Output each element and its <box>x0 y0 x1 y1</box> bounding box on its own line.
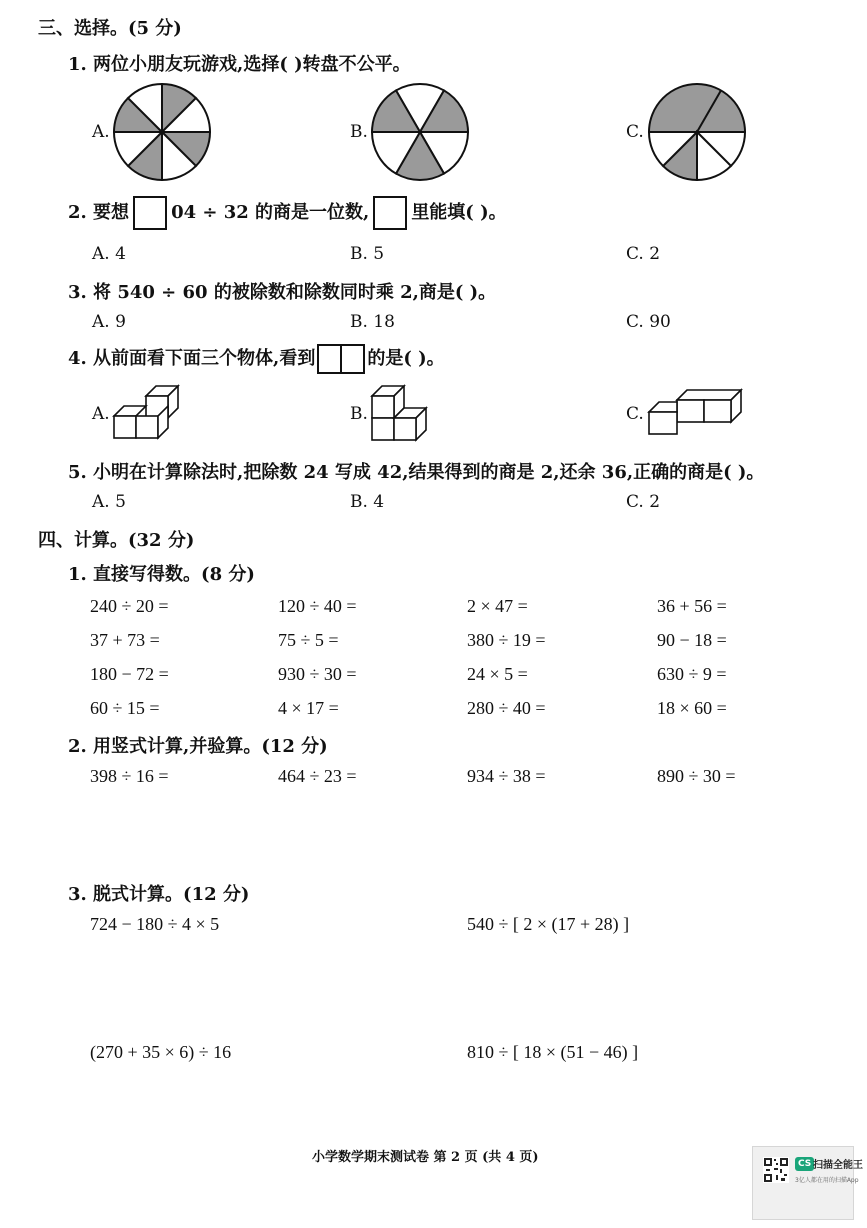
calc-2-item: 398 ÷ 16 = <box>90 766 169 786</box>
calc-2-title: 2. 用竖式计算,并验算。(12 分) <box>68 736 328 757</box>
calc-1-title: 1. 直接写得数。(8 分) <box>68 564 255 585</box>
calc-1-item: 60 ÷ 15 = <box>90 698 160 718</box>
question-3: 3. 将 540 ÷ 60 的被除数和除数同时乘 2,商是( )。 <box>68 282 497 303</box>
q3-option-a: A. 9 <box>92 312 126 332</box>
answer-box <box>373 196 407 230</box>
calc-1-item: 240 ÷ 20 = <box>90 596 169 616</box>
q2-middle: 04 ÷ 32 的商是一位数, <box>171 202 370 223</box>
spinner-b <box>370 82 470 182</box>
q2-option-a: A. 4 <box>92 244 126 264</box>
front-view-icon <box>317 344 365 374</box>
calc-1-item: 120 ÷ 40 = <box>278 596 357 616</box>
q3-option-c: C. 90 <box>626 312 671 332</box>
scanner-app-name: 扫描全能王 <box>813 1160 863 1171</box>
calc-1-item: 380 ÷ 19 = <box>467 630 546 650</box>
q4-suffix: 的是( )。 <box>367 348 445 369</box>
cube-figure-b <box>370 382 432 444</box>
calc-1-item: 18 × 60 = <box>657 698 727 718</box>
q5-option-c: C. 2 <box>626 492 661 512</box>
calc-3-item: (270 + 35 × 6) ÷ 16 <box>90 1042 232 1062</box>
question-1: 1. 两位小朋友玩游戏,选择( )转盘不公平。 <box>68 54 411 75</box>
calc-2-item: 890 ÷ 30 = <box>657 766 736 786</box>
cube-figure-a <box>112 384 184 442</box>
question-5: 5. 小明在计算除法时,把除数 24 写成 42,结果得到的商是 2,还余 36,正确的商是( )。 <box>68 462 765 483</box>
q1-option-c-label: C. <box>626 122 644 142</box>
calc-2-item: 934 ÷ 38 = <box>467 766 546 786</box>
calc-1-item: 280 ÷ 40 = <box>467 698 546 718</box>
q1-option-a-label: A. <box>92 122 110 142</box>
calc-2-item: 464 ÷ 23 = <box>278 766 357 786</box>
q1-option-b-label: B. <box>350 122 368 142</box>
q3-option-b: B. 18 <box>350 312 395 332</box>
q5-option-a: A. 5 <box>92 492 126 512</box>
q2-option-c: C. 2 <box>626 244 661 264</box>
spinner-c <box>647 82 747 182</box>
q4-option-b-label: B. <box>350 404 368 424</box>
q2-prefix: 2. 要想 <box>68 202 130 223</box>
q4-option-a-label: A. <box>92 404 110 424</box>
qr-code-icon <box>763 1157 789 1183</box>
question-2 <box>68 196 507 230</box>
calc-3-title: 3. 脱式计算。(12 分) <box>68 884 250 905</box>
calc-1-item: 930 ÷ 30 = <box>278 664 357 684</box>
calc-3-item: 810 ÷ [ 18 × (51 − 46) ] <box>467 1042 639 1062</box>
cs-logo-icon: CS <box>795 1157 814 1171</box>
calc-1-item: 24 × 5 = <box>467 664 528 684</box>
cube-figure-c <box>647 388 743 438</box>
calc-1-item: 37 + 73 = <box>90 630 160 650</box>
calc-1-item: 90 − 18 = <box>657 630 727 650</box>
calc-1-item: 630 ÷ 9 = <box>657 664 727 684</box>
scanner-tagline: 3亿人都在用的扫描App <box>795 1177 859 1184</box>
section-3-title: 三、选择。(5 分) <box>38 18 182 39</box>
answer-box <box>133 196 167 230</box>
calc-1-item: 4 × 17 = <box>278 698 339 718</box>
calc-3-item: 540 ÷ [ 2 × (17 + 28) ] <box>467 914 630 934</box>
q4-prefix: 4. 从前面看下面三个物体,看到 <box>68 348 316 369</box>
question-4 <box>68 344 445 374</box>
calc-1-item: 180 − 72 = <box>90 664 169 684</box>
q2-suffix: 里能填( )。 <box>411 202 507 223</box>
page-footer: 小学数学期末测试卷 第 2 页 (共 4 页) <box>312 1150 539 1165</box>
q5-option-b: B. 4 <box>350 492 385 512</box>
calc-1-item: 36 + 56 = <box>657 596 727 616</box>
spinner-a <box>112 82 212 182</box>
calc-1-item: 2 × 47 = <box>467 596 528 616</box>
calc-1-item: 75 ÷ 5 = <box>278 630 339 650</box>
calc-3-item: 724 − 180 ÷ 4 × 5 <box>90 914 220 934</box>
scanner-badge <box>752 1146 863 1220</box>
q2-option-b: B. 5 <box>350 244 385 264</box>
q4-option-c-label: C. <box>626 404 644 424</box>
section-4-title: 四、计算。(32 分) <box>38 530 195 551</box>
